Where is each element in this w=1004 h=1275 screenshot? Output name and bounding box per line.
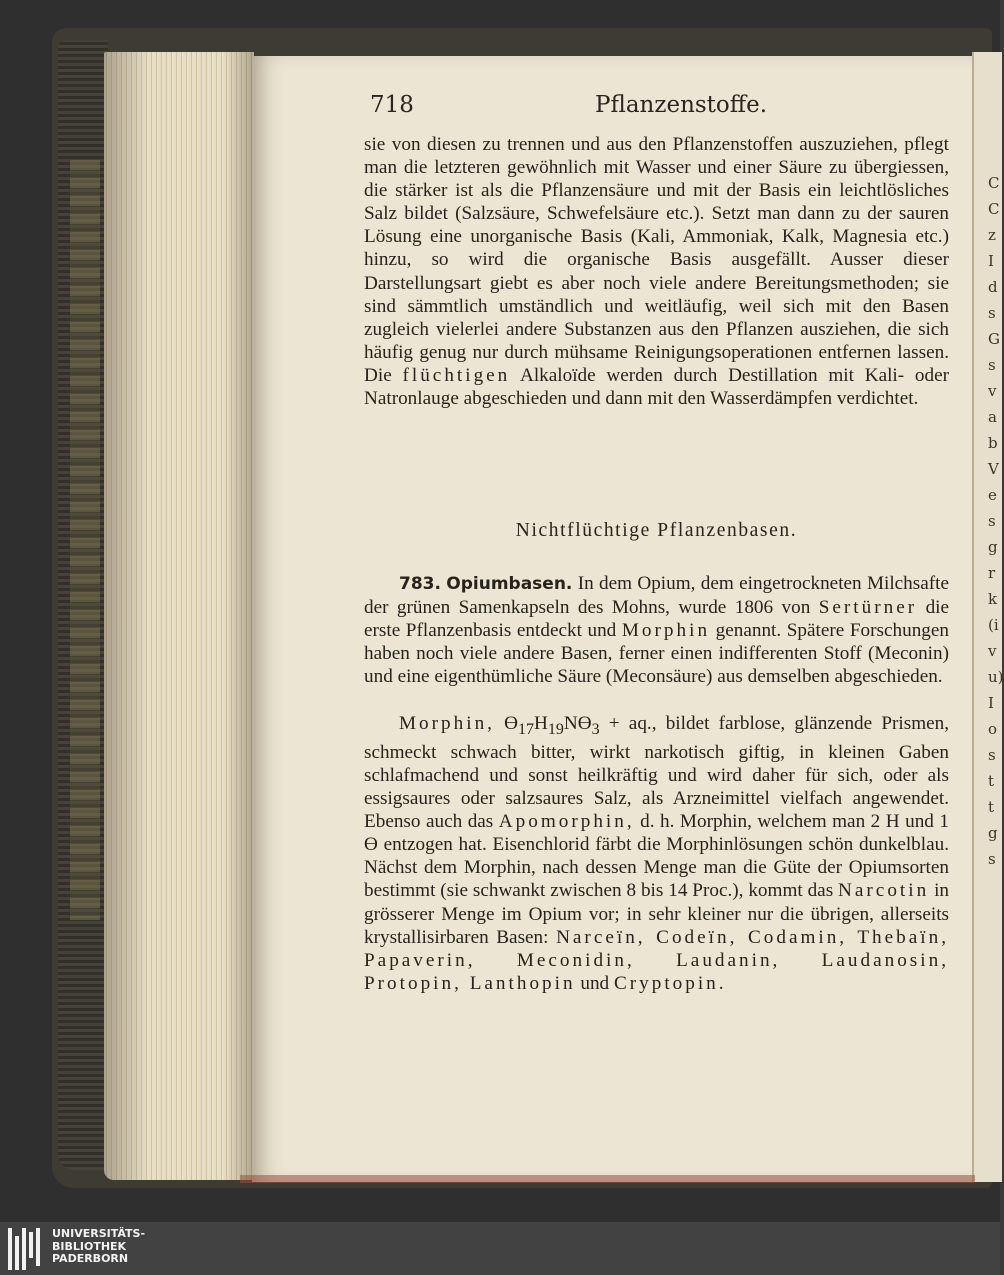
formula-sub-19: 19	[547, 720, 564, 738]
page-bottom-edge	[240, 1175, 975, 1183]
library-footer	[0, 1222, 1000, 1275]
name-sertuerner: Sertürner	[818, 597, 918, 619]
name-apomorphin: Apomorphin,	[498, 811, 635, 833]
p783-text-3: genannt. Spätere Forschungen haben noch viele andere Basen, ferner einen indifferenten Stoff (Meconin) und eine eigenthümliche Säure (Meconsäure) aus demselben abgeschieden.	[364, 620, 950, 688]
library-logo-icon	[8, 1228, 42, 1270]
formula-h: H	[534, 713, 548, 734]
logo-line-3: PADERBORN	[52, 1252, 129, 1265]
page-block-shade	[104, 52, 254, 1180]
running-head	[370, 92, 950, 128]
paragraph-morphin	[364, 712, 949, 995]
paragraph-783	[364, 572, 949, 688]
word-und: und	[580, 972, 610, 994]
name-cryptopin: Cryptopin.	[613, 972, 727, 994]
morphin-name: Morphin,	[399, 713, 495, 734]
formula-c: Ɵ	[504, 713, 519, 734]
page-title: Pflanzenstoffe.	[595, 92, 768, 118]
section-heading: Nichtflüchtige Pflanzenbasen.	[515, 520, 798, 541]
spine-decoration	[70, 160, 100, 920]
name-narcotin: Narcotin	[838, 880, 930, 902]
bases-list: Narceïn, Codeïn, Codamin, Thebaïn, Papaverin, Meconidin, Laudanin, Laudanosin, Protopin, Lanthopin	[364, 926, 949, 994]
morphin-text-1: + aq., bildet farblose, glänzende Prismen, schmeckt schwach bitter, wirkt narkotisch giftig, in kleinen Gaben schlafmachend und sonst heilkräftig und wird daher für sich, oder als essigsaures oder salzsaures Salz, als Arzneimittel vielfach angewendet. Ebenso auch das	[364, 713, 950, 833]
name-morphin: Morphin	[621, 620, 711, 642]
intro-tail: Alkaloïde werden durch Destillation mit Kali- oder Natronlauge abgeschieden und dann mit den Wasserdämpfen verdichtet.	[364, 364, 949, 410]
facing-page-letters: CCzIdsGsvabVesgrk(ivu)Iosttgs	[988, 174, 1004, 868]
morphin-text-2: d. h. Morphin, welchem man 2 H und 1 Ɵ entzogen hat. Eisenchlorid färbt die Morphinlösungen schön dunkelblau. Nächst dem Morphin, nach dessen Menge man die Güte der Opiumsorten bestimmt (sie schwankt zwischen 8 bis 14 Proc.), kommt das	[364, 811, 949, 902]
logo-line-2: BIBLIOTHEK	[52, 1239, 127, 1253]
intro-emphasis: flüchtigen	[402, 364, 511, 386]
section-title: Opiumbasen.	[446, 574, 573, 594]
section-number: 783.	[399, 574, 441, 594]
intro-text: sie von diesen zu trennen und aus den Pflanzenstoffen auszuziehen, pflegt man die letzteren gewöhnlich mit Wasser und einer Säure zu übergiessen, die stärker ist als die Pflanzensäure und mit der Basis ein leichtlösliches Salz bildet (Salzsäure, Schwefelsäure etc.). Setzt man dann zu der sauren Lösung eine unorganische Basis (Kali, Ammoniak, Kalk, Magnesia etc.) hinzu, so wird die organische Basis ausgefällt. Ausser dieser Darstellungsart giebt es aber noch viele andere Bereitungsmethoden; sie sind sämmtlich umständlich und weitläufig, weil sich mit den Basen zugleich vielerlei andere Substanzen aus den Pflanzen ausziehen, die sich häufig genug nur durch mühsame Reinigungsoperationen entfernen lassen. Die	[364, 134, 949, 386]
intro-paragraph	[364, 133, 949, 410]
formula-sub-3: 3	[591, 720, 600, 738]
p783-text-2: die erste Pflanzenbasis entdeckt und	[364, 597, 950, 642]
p783-text-1: In dem Opium, dem eingetrockneten Milchsafte der grünen Samenkapseln des Mohns, wurde 1806 von	[364, 573, 949, 619]
morphin-text-3: in grösserer Menge im Opium vor; in sehr kleiner nur die übrigen, allerseits krystallisirbaren Basen:	[364, 880, 950, 948]
formula-no: NƟ	[563, 713, 592, 734]
formula	[504, 713, 600, 738]
library-logo-text	[52, 1228, 212, 1266]
page-number: 718	[370, 92, 414, 118]
logo-line-1: UNIVERSITÄTS-	[52, 1227, 146, 1240]
formula-sub-17: 17	[518, 720, 535, 738]
